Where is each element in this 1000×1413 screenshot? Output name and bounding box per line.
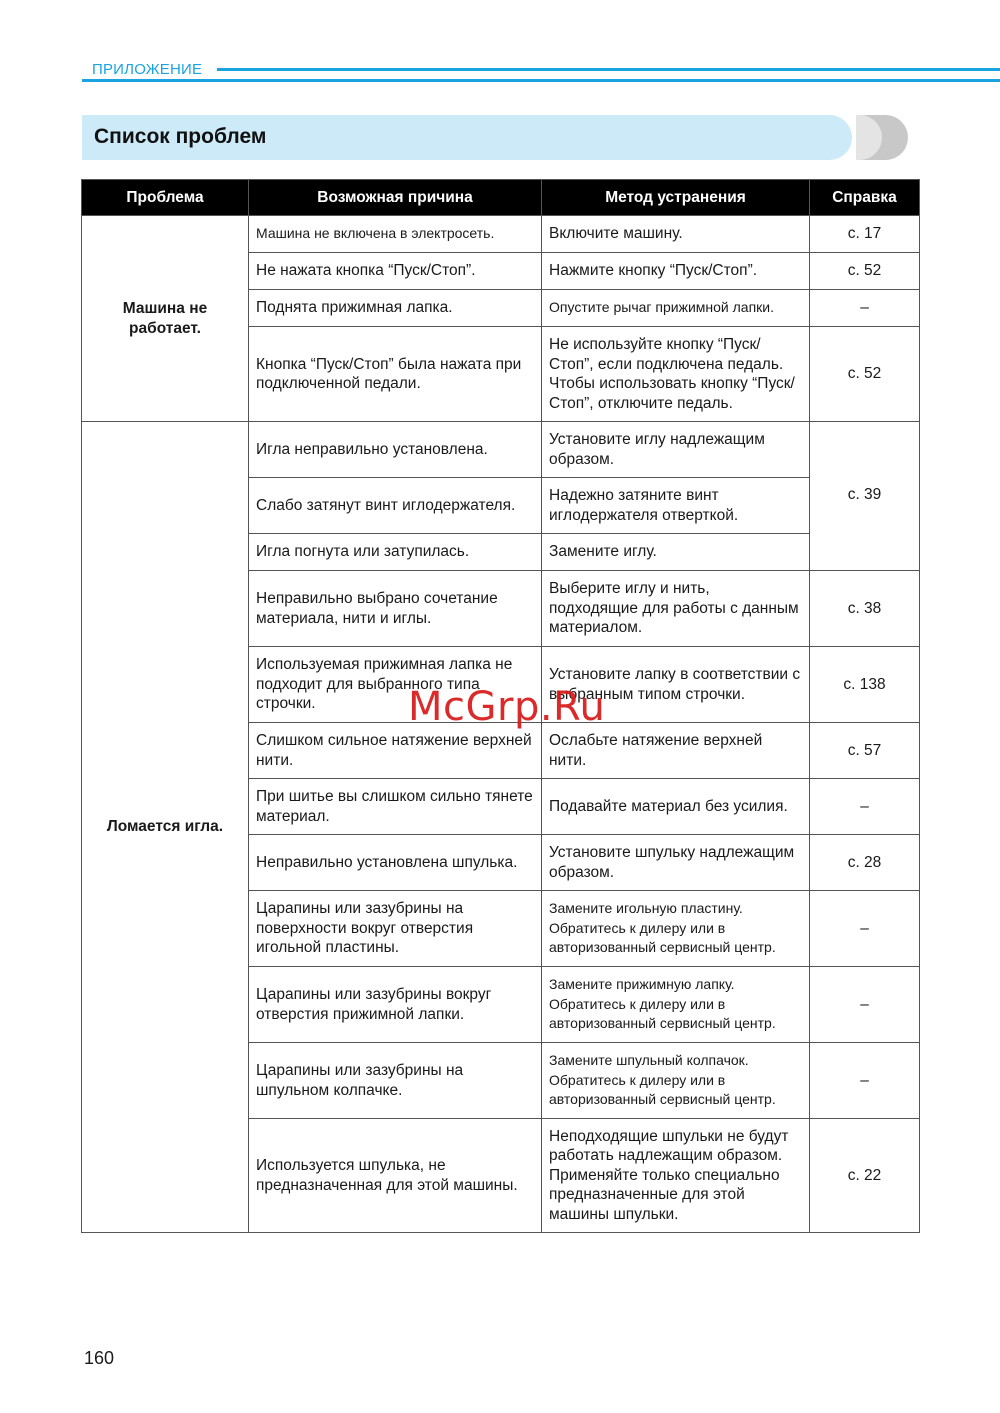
reference-cell: – [810,290,920,327]
cause-cell: Слабо затянут винт иглодержателя. [249,478,542,534]
section-label: ПРИЛОЖЕНИЕ [92,61,203,78]
remedy-cell: Замените прижимную лапку. Обратитесь к дилеру или в авторизованный сервисный центр. [542,967,810,1043]
remedy-cell: Нажмите кнопку “Пуск/Стоп”. [542,253,810,290]
remedy-cell: Надежно затяните винт иглодержателя отверткой. [542,478,810,534]
cause-cell: Игла неправильно установлена. [249,422,542,478]
reference-cell: – [810,967,920,1043]
header-line-bottom [82,79,1000,82]
cause-cell: Используется шпулька, не предназначенная для этой машины. [249,1119,542,1233]
reference-cell: с. 22 [810,1119,920,1233]
page-number: 160 [84,1348,115,1368]
table-row [82,216,920,253]
reference-cell: с. 17 [810,216,920,253]
cause-cell: Машина не включена в электросеть. [249,216,542,253]
section-header-bar [82,58,1000,82]
remedy-cell: Выберите иглу и нить, подходящие для работы с данным материалом. [542,571,810,647]
table-header-row [82,180,920,216]
cause-cell: Слишком сильное натяжение верхней нити. [249,723,542,779]
remedy-cell: Установите шпульку надлежащим образом. [542,835,810,891]
column-header-reference: Справка [810,180,920,216]
reference-cell: с. 57 [810,723,920,779]
remedy-cell: Ослабьте натяжение верхней нити. [542,723,810,779]
page-title: Список проблем [94,125,267,148]
remedy-cell: Не используйте кнопку “Пуск/Стоп”, если подключена педаль. Чтобы использовать кнопку “Пуск/Стоп”, отключите педаль. [542,327,810,422]
watermark: McGrp.Ru [408,684,606,730]
cause-cell: Неправильно установлена шпулька. [249,835,542,891]
cause-cell: Царапины или зазубрины на поверхности вокруг отверстия игольной пластины. [249,891,542,967]
column-header-cause: Возможная причина [249,180,542,216]
cause-cell: При шитье вы слишком сильно тянете материал. [249,779,542,835]
reference-cell: с. 28 [810,835,920,891]
page-title-bar [82,115,852,160]
reference-cell: с. 52 [810,327,920,422]
reference-cell: – [810,779,920,835]
header-line-top [217,68,1000,71]
remedy-cell: Включите машину. [542,216,810,253]
problem-cell [82,216,249,422]
reference-cell: с. 39 [810,422,920,571]
remedy-cell: Замените игольную пластину. Обратитесь к дилеру или в авторизованный сервисный центр. [542,891,810,967]
column-header-problem: Проблема [82,180,249,216]
cause-cell: Кнопка “Пуск/Стоп” была нажата при подключенной педали. [249,327,542,422]
reference-cell: с. 38 [810,571,920,647]
reference-cell: с. 138 [810,647,920,723]
remedy-cell: Установите иглу надлежащим образом. [542,422,810,478]
cause-cell: Игла погнута или затупилась. [249,534,542,571]
problem-needle-breaks: Ломается игла. [106,818,224,836]
remedy-cell: Установите лапку в соответствии с выбранным типом строчки. [542,647,810,723]
reference-cell: с. 52 [810,253,920,290]
remedy-cell: Замените шпульный колпачок. Обратитесь к дилеру или в авторизованный сервисный центр. [542,1043,810,1119]
cause-cell: Неправильно выбрано сочетание материала, нити и иглы. [249,571,542,647]
problem-cell [82,422,249,1233]
cause-cell: Царапины или зазубрины на шпульном колпачке. [249,1043,542,1119]
problem-machine-not-working: Машина не работает. [122,300,208,337]
remedy-cell: Неподходящие шпульки не будут работать надлежащим образом. Применяйте только специально предназначенные для этой машины шпульки. [542,1119,810,1233]
cause-cell: Используемая прижимная лапка не подходит для выбранного типа строчки. [249,647,542,723]
remedy-cell: Опустите рычаг прижимной лапки. [542,290,810,327]
remedy-cell: Подавайте материал без усилия. [542,779,810,835]
cause-cell: Поднята прижимная лапка. [249,290,542,327]
table-row [82,422,920,478]
cause-cell: Не нажата кнопка “Пуск/Стоп”. [249,253,542,290]
cause-cell: Царапины или зазубрины вокруг отверстия прижимной лапки. [249,967,542,1043]
reference-cell: – [810,1043,920,1119]
remedy-cell: Замените иглу. [542,534,810,571]
column-header-remedy: Метод устранения [542,180,810,216]
reference-cell: – [810,891,920,967]
